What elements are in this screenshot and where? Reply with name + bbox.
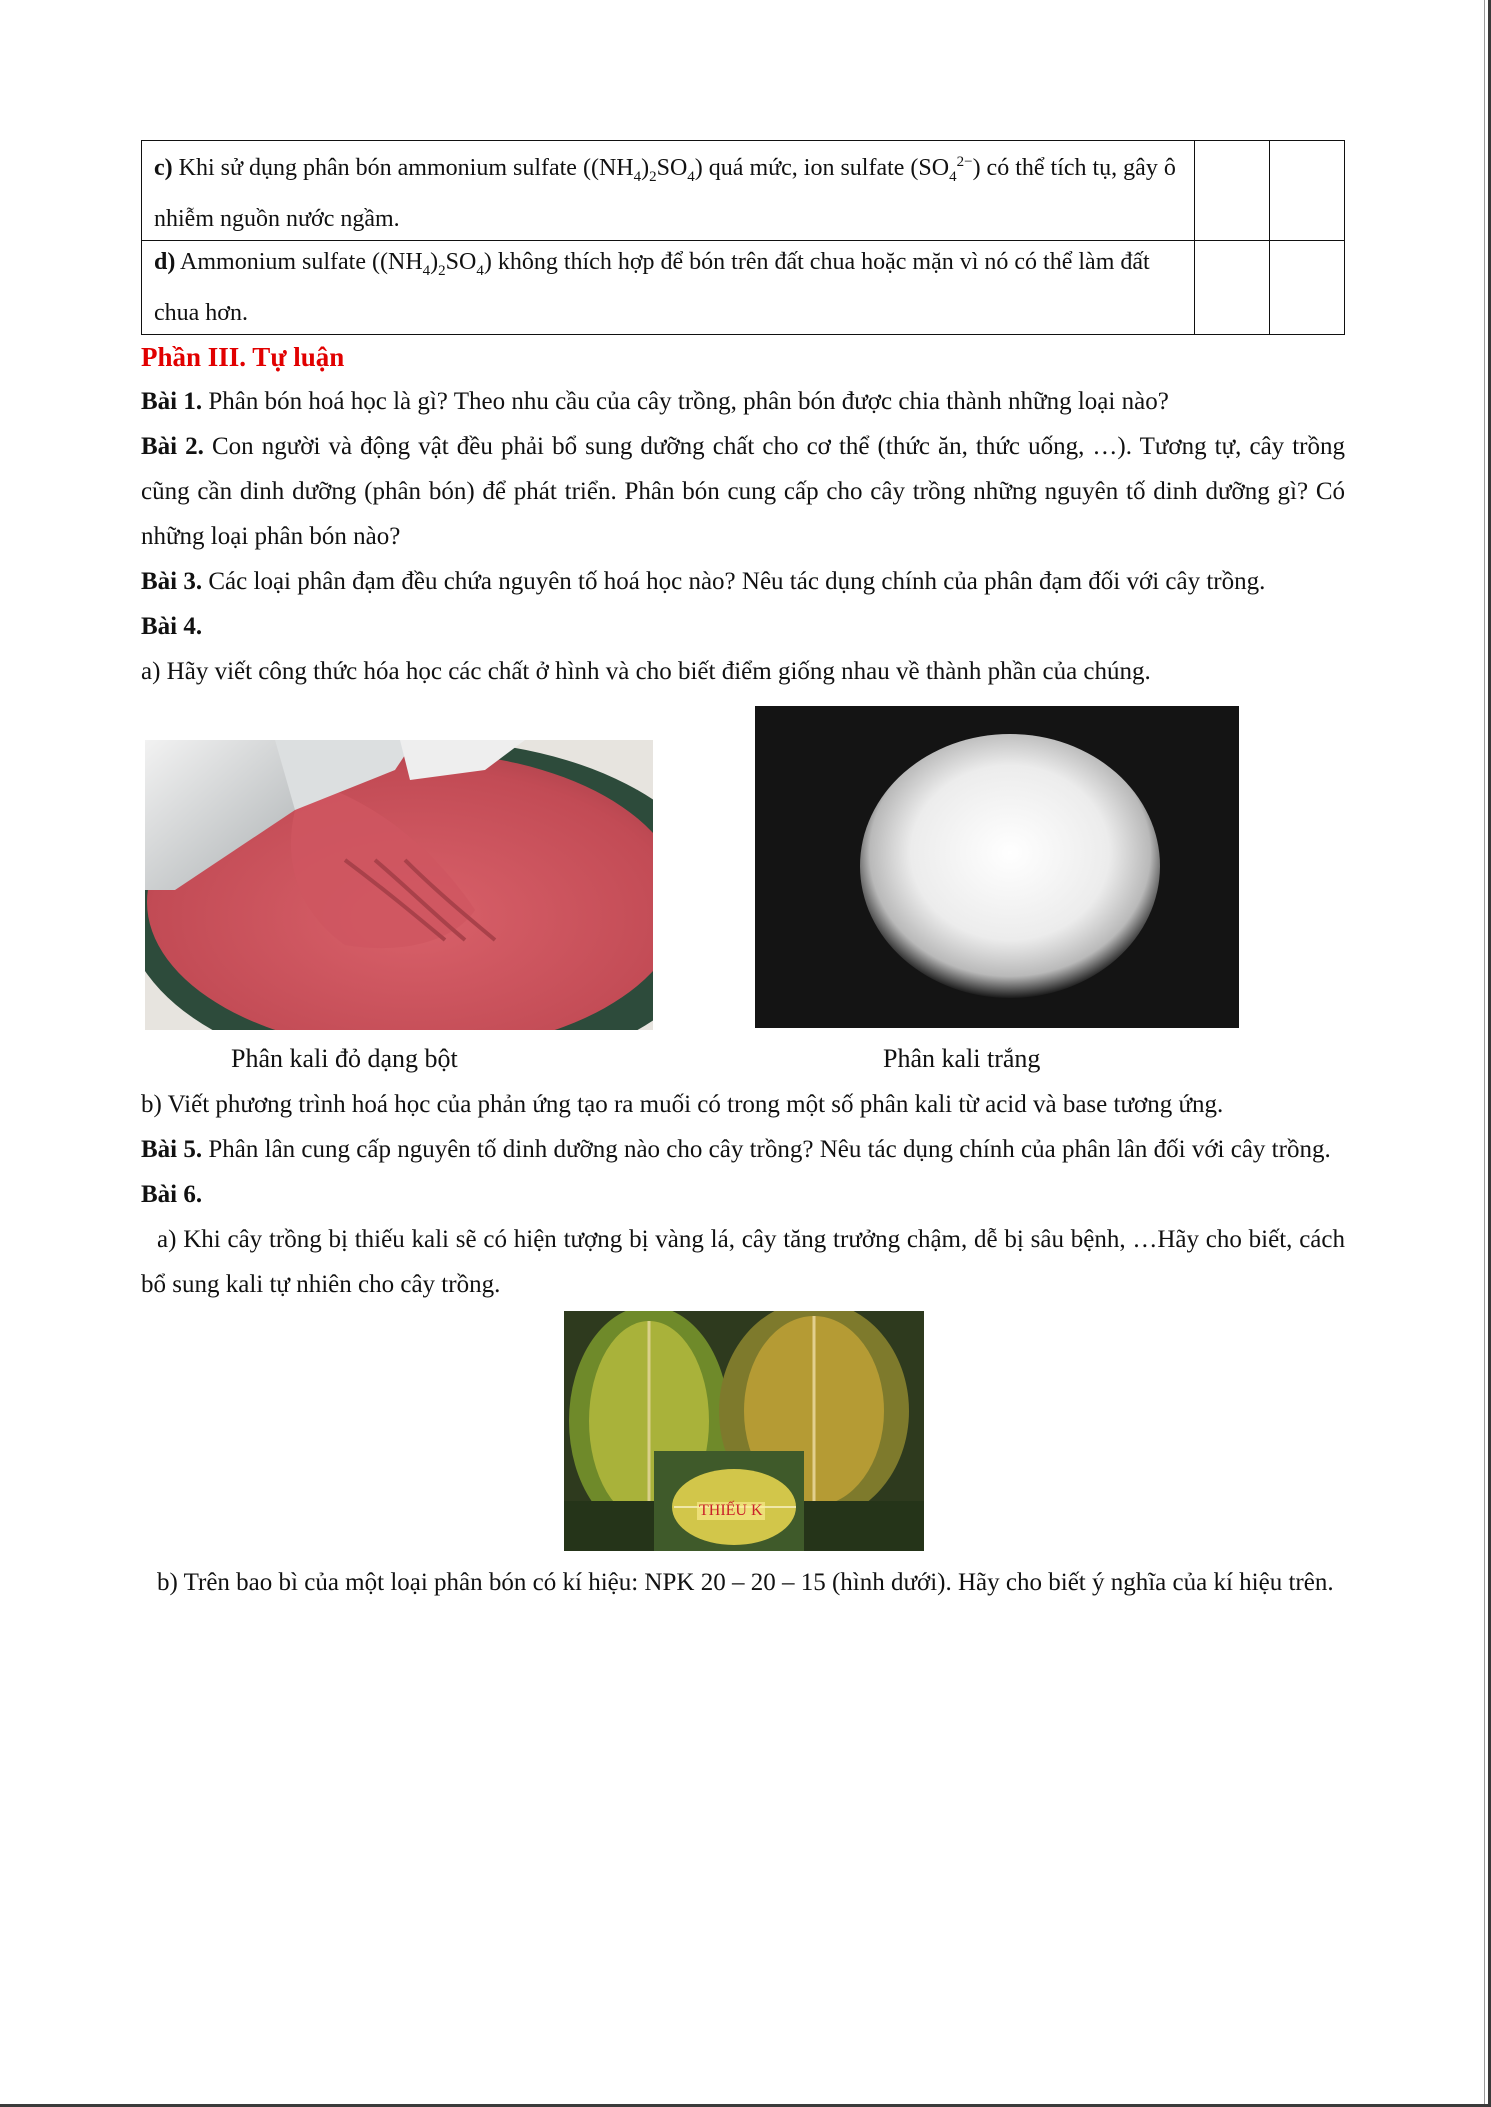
- question-6: [141, 1172, 1345, 1217]
- question-4: [141, 604, 1345, 649]
- question-text: Con người và động vật đều phải bổ sung dưỡng chất cho cơ thể (thức ăn, thức uống, …). Tương tự, cây trồng cũng cần dinh dưỡng (phân bón) để phát triển. Phân bón cung cấp cho cây trồng những nguyên tố dinh dưỡng gì? Có những loại phân bón nào?: [141, 432, 1345, 550]
- statement-text: ): [641, 155, 650, 181]
- statement-text: SO: [656, 155, 688, 181]
- statement-d: [142, 240, 1195, 334]
- question-text: Phân lân cung cấp nguyên tố dinh dưỡng nào cho cây trồng? Nêu tác dụng chính của phân lân đối với cây trồng.: [202, 1135, 1331, 1163]
- question-3: [141, 559, 1345, 604]
- question-1: [141, 379, 1345, 424]
- question-label: Bài 4.: [141, 612, 203, 640]
- red-potash-image: [145, 740, 653, 1030]
- subscript: 4: [476, 262, 484, 279]
- statement-text: SO: [445, 248, 477, 275]
- question-label: Bài 2.: [141, 432, 204, 460]
- superscript: 2−: [956, 154, 973, 170]
- statement-c: [142, 141, 1195, 241]
- image-row: [141, 706, 1345, 1036]
- subscript: 4: [687, 168, 695, 185]
- white-potash-photo: [755, 706, 1239, 1028]
- red-potash-photo: [145, 740, 653, 1030]
- question-label: Bài 6.: [141, 1180, 203, 1208]
- leaf-image-label: THIẾU K: [699, 1501, 763, 1519]
- statement-text: ): [430, 248, 439, 275]
- answer-false-cell[interactable]: [1269, 240, 1344, 334]
- question-label: Bài 1.: [141, 387, 203, 415]
- statement-text: ) quá mức, ion sulfate (SO: [694, 155, 950, 181]
- section-title: Phần III. Tự luận: [141, 341, 345, 372]
- document-page: [141, 140, 1345, 1605]
- page-edge-right-inner: [1484, 0, 1485, 2107]
- table-row: [142, 141, 1345, 241]
- true-false-table: [141, 140, 1345, 335]
- question-6-part-a: a) Khi cây trồng bị thiếu kali sẽ có hiện tượng bị vàng lá, cây tăng trưởng chậm, dễ bị sâu bệnh, …Hãy cho biết, cách bổ sung kali tự nhiên cho cây trồng.: [141, 1225, 1345, 1298]
- caption-red-potash: Phân kali đỏ dạng bột: [231, 1043, 458, 1073]
- subscript: 4: [633, 168, 642, 185]
- statement-label: d): [154, 248, 176, 275]
- subscript: 4: [949, 168, 957, 185]
- subscript: 4: [422, 262, 431, 279]
- leaf-image-block: [141, 1311, 1345, 1556]
- answer-true-cell[interactable]: [1195, 141, 1270, 241]
- white-potash-image: [755, 706, 1239, 1028]
- question-label: Bài 5.: [141, 1135, 203, 1163]
- answer-true-cell[interactable]: [1195, 240, 1270, 334]
- subscript: 2: [438, 262, 446, 279]
- question-label: Bài 3.: [141, 567, 203, 595]
- question-5: [141, 1127, 1345, 1172]
- question-text: Phân bón hoá học là gì? Theo nhu cầu của cây trồng, phân bón được chia thành những loại nào?: [202, 387, 1169, 415]
- potassium-deficiency-photo: [564, 1311, 924, 1551]
- statement-text: ) có thể tích tụ, gây ô nhiễm nguồn nước ngầm.: [154, 155, 1176, 232]
- table-row: [142, 240, 1345, 334]
- answer-false-cell[interactable]: [1269, 141, 1344, 241]
- caption-row: [141, 1036, 1345, 1082]
- question-4-part-b: b) Viết phương trình hoá học của phản ứng tạo ra muối có trong một số phân kali từ acid và base tương ứng.: [141, 1090, 1224, 1118]
- statement-label: c): [154, 155, 173, 181]
- statement-text: ) không thích hợp để bón trên đất chua hoặc mặn vì nó có thể làm đất chua hơn.: [154, 248, 1150, 326]
- statement-text: Ammonium sulfate ((NH: [175, 248, 423, 275]
- statement-text: Khi sử dụng phân bón ammonium sulfate ((NH: [172, 155, 634, 181]
- subscript: 2: [649, 168, 657, 185]
- question-text: Các loại phân đạm đều chứa nguyên tố hoá học nào? Nêu tác dụng chính của phân đạm đối với cây trồng.: [202, 567, 1266, 595]
- question-6-part-b: b) Trên bao bì của một loại phân bón có kí hiệu: NPK 20 – 20 – 15 (hình dưới). Hãy cho biết ý nghĩa của kí hiệu trên.: [157, 1568, 1334, 1596]
- caption-white-potash: Phân kali trắng: [883, 1043, 1041, 1073]
- question-2: [141, 424, 1345, 559]
- question-4-part-a: a) Hãy viết công thức hóa học các chất ở hình và cho biết điểm giống nhau về thành phần của chúng.: [141, 657, 1151, 685]
